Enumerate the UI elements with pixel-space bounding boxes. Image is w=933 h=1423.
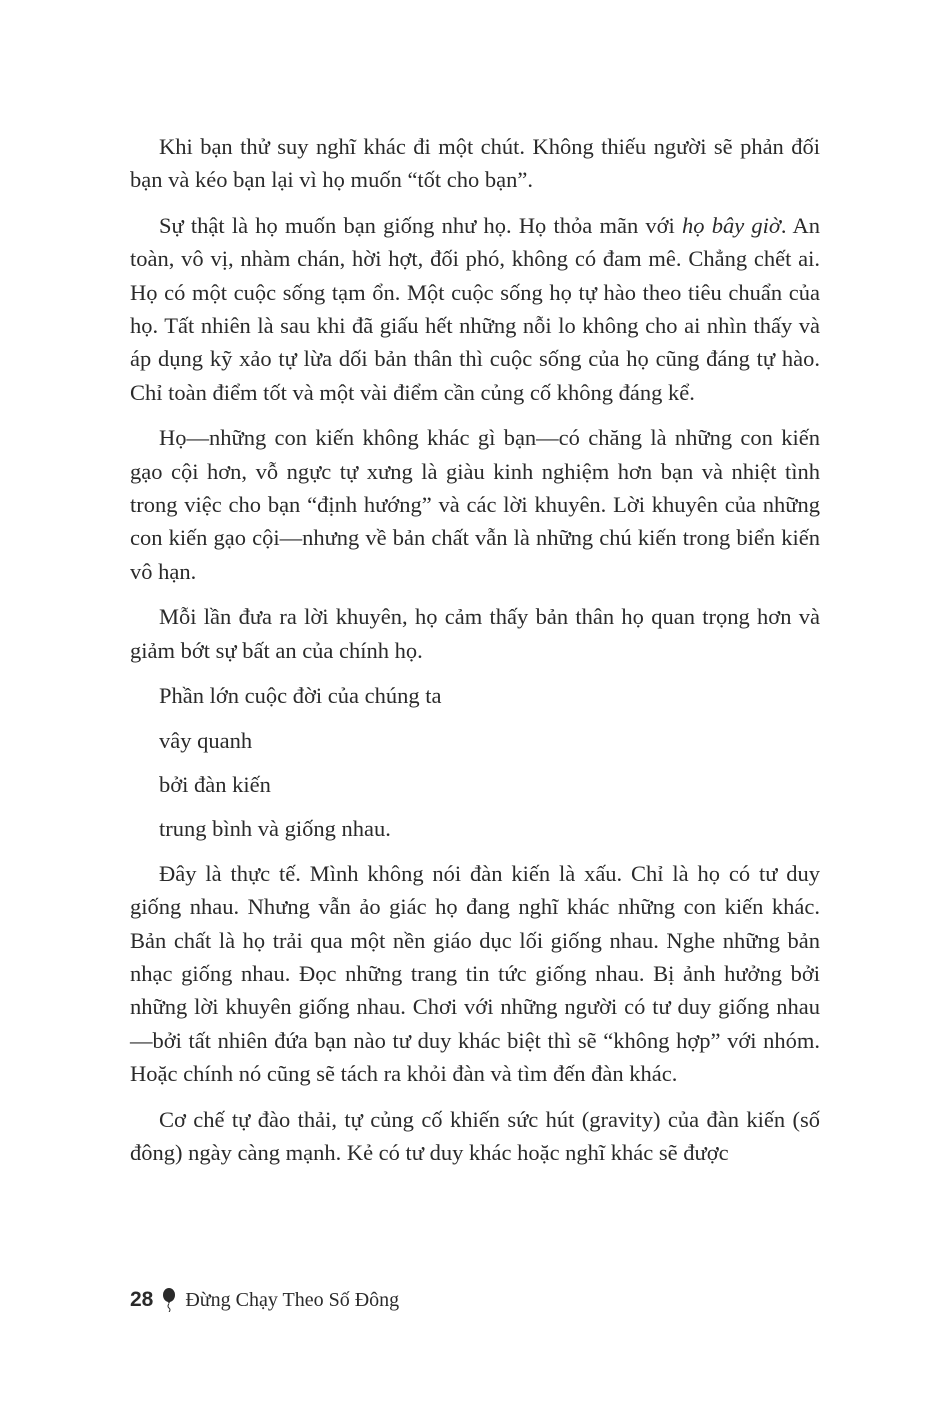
verse-line-4: trung bình và giống nhau. [159, 816, 391, 842]
page-number: 28 [130, 1288, 154, 1311]
paragraph-2-emphasis: họ bây giờ [682, 212, 781, 238]
verse-line-3: bởi đàn kiến [159, 771, 271, 797]
paragraph-2-start: Sự thật là họ muốn bạn giống như họ. Họ thỏa mãn với [159, 212, 682, 238]
paragraph-2 [130, 209, 820, 409]
balloon-icon [162, 1288, 176, 1312]
paragraph-5: Đây là thực tế. Mình không nói đàn kiến là xấu. Chỉ là họ có tư duy giống nhau. Nhưng vẫn ảo giác họ đang nghĩ khác những con kiến khác. Bản chất là họ trải qua một nền giáo dục lối giống nhau. Nghe những bản nhạc giống nhau. Đọc những trang tin tức giống nhau. Bị ảnh hưởng bởi những lời khuyên giống nhau. Chơi với những người có tư duy giống nhau—bởi tất nhiên đứa bạn nào tư duy khác biệt thì sẽ “không hợp” với nhóm. Hoặc chính nó cũng sẽ tách ra khỏi đàn và tìm đến đàn khác. [130, 860, 820, 1087]
paragraph-6: Cơ chế tự đào thải, tự củng cố khiến sức hút (gravity) của đàn kiến (số đông) ngày càng mạnh. Kẻ có tư duy khác hoặc nghĩ khác sẽ được [130, 1106, 820, 1165]
paragraph-1: Khi bạn thử suy nghĩ khác đi một chút. Không thiếu người sẽ phản đối bạn và kéo bạn lại vì họ muốn “tốt cho bạn”. [130, 134, 820, 193]
verse-line-2: vây quanh [159, 727, 253, 753]
book-title: Đừng Chạy Theo Số Đông [185, 1288, 400, 1311]
body-text [130, 130, 820, 1181]
verse-line-1: Phần lớn cuộc đời của chúng ta [159, 683, 442, 709]
paragraph-2-end: . An toàn, vô vị, nhàm chán, hời hợt, đối phó, không có đam mê. Chẳng chết ai. Họ có một cuộc sống tạm ổn. Một cuộc sống họ tự hào theo tiêu chuẩn của họ. Tất nhiên là sau khi đã giấu hết những nỗi lo không cho ai nhìn thấy và áp dụng kỹ xảo tự lừa dối bản thân thì cuộc sống của họ cũng đáng tự hào. Chỉ toàn điểm tốt và một vài điểm cần củng cố không đáng kể. [130, 212, 820, 405]
paragraph-3: Họ—những con kiến không khác gì bạn—có chăng là những con kiến gạo cội hơn, vỗ ngực tự xưng là giàu kinh nghiệm hơn bạn và nhiệt tình trong việc cho bạn “định hướng” và các lời khuyên. Lời khuyên của những con kiến gạo cội—nhưng về bản chất vẫn là những chú kiến trong biển kiến vô hạn. [130, 425, 820, 584]
paragraph-4: Mỗi lần đưa ra lời khuyên, họ cảm thấy bản thân họ quan trọng hơn và giảm bớt sự bất an của chính họ. [130, 604, 820, 663]
page-footer [130, 1284, 399, 1316]
